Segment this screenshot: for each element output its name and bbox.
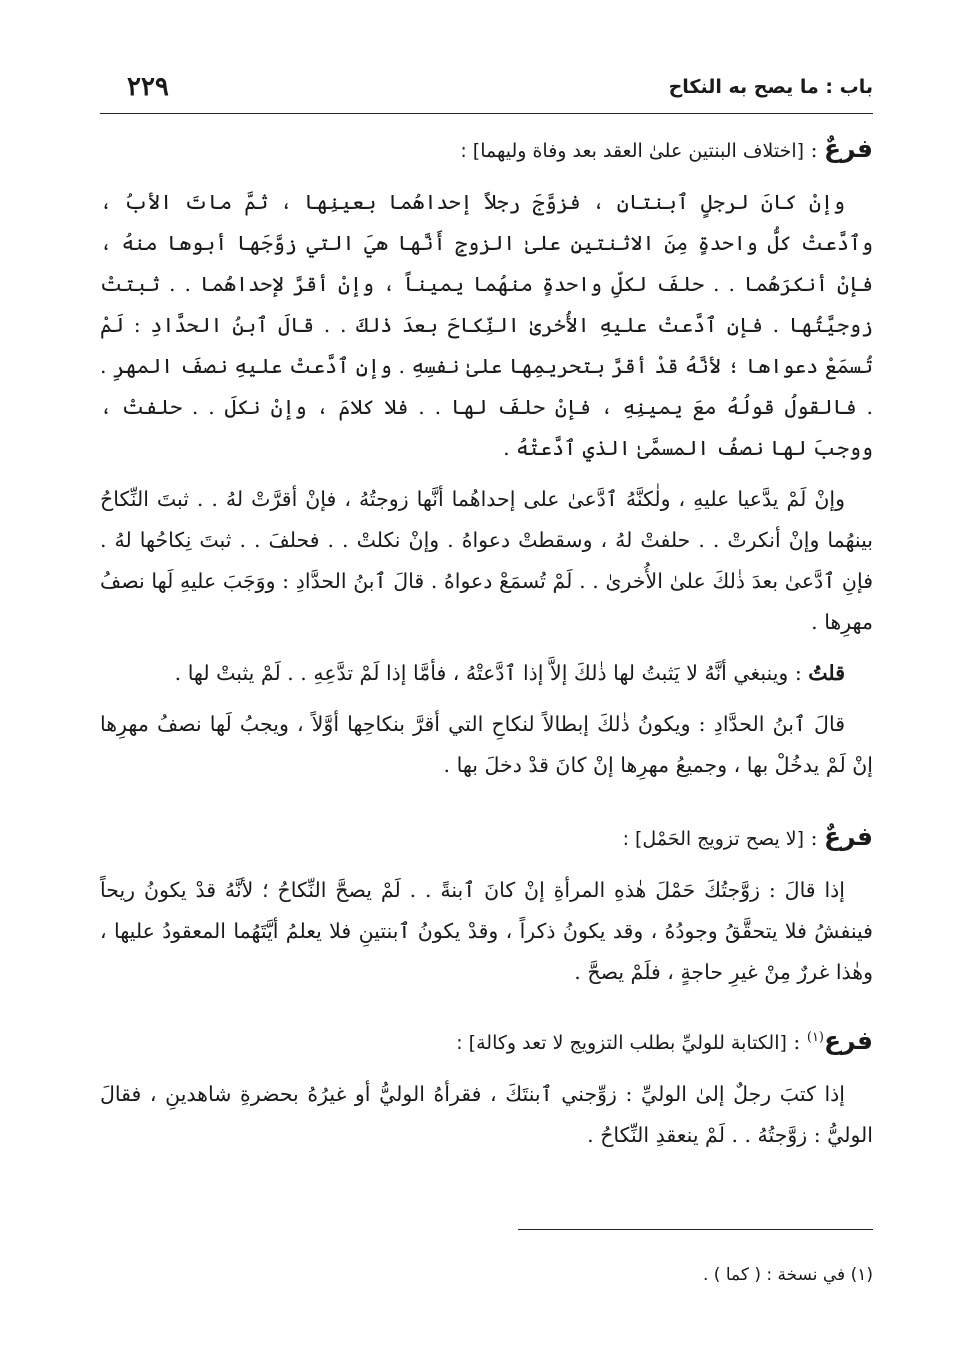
paragraph: قالَ ٱبنُ الحدَّادِ : ويكونُ ذٰلكَ إبطالاً لنكاحِ التي أقرَّ بنكاحِها أوَّلاً ، ويجبُ لَها نصفُ مهرِها إنْ لَمْ يدخُلْ بها ، وجميعُ مهرِها إنْ كانَ قدْ دخلَ بها . — [100, 712, 873, 777]
main-text — [100, 128, 873, 1166]
paragraph: إذا كتبَ رجلٌ إلىٰ الوليِّ : زوِّجني ٱبنتَكَ ، فقرأهُ الوليُّ أو غيرُهُ بحضرةِ شاهدينِ ، فقالَ الوليُّ : زوَّجتُهُ . . لَمْ ينعقدِ النِّكاحُ . — [100, 1081, 873, 1147]
heading-colon: : — [804, 138, 824, 162]
far-label: فرعٌ — [824, 822, 873, 851]
paragraph-text: : وينبغي أنَّهُ لا يَثبتُ لها ذٰلكَ إلاَّ إذا ٱدَّعتْهُ ، فأمَّا إذا لَمْ تدَّعِهِ . . لَمْ يثبتْ لها . — [174, 661, 809, 685]
qult-label: قلتُ — [808, 661, 845, 685]
footnote-text: في نسخة : ( كما ) . — [702, 1265, 846, 1285]
heading-text: [اختلاف البنتين علىٰ العقد بعد وفاة وليهما] : — [460, 140, 805, 162]
chapter-title: باب : ما يصح به النكاح — [668, 76, 873, 98]
paragraph: وإنْ لَمْ يدَّعيا عليهِ ، ولٰكنَّهُ ٱدَّعىٰ على إحداهُما أنَّها زوجتُهُ ، فإنْ أقرَّتْ لهُ . . ثبتَ النِّكاحُ بينهُما وإنْ أنكرتْ . . حلفتْ لهُ ، وسقطتْ دعواهُ . وإنْ نكلتْ . . فحلفَ . . ثبتَ نِكاحُها لهُ . فإنِ ٱدَّعىٰ بعدَ ذٰلكَ علىٰ الأُخرىٰ . . لَمْ تُسمَعْ دعواهُ . قالَ ٱبنُ الحدَّادِ : ووَجَبَ عليهِ لَها نصفُ مهرِها . — [100, 487, 873, 634]
footnote-marker: (١) — [850, 1265, 873, 1285]
section-heading-2 — [100, 816, 873, 860]
heading-colon: : — [786, 1029, 807, 1054]
paragraph: إذا قالَ : زوَّجتُكَ حَمْلَ هٰذهِ المرأةِ إنْ كانَ ٱبنةً . . لَمْ يصحَّ النِّكاحُ ؛ لأنَّهُ قدْ يكونُ ريحاً فينفشُ فلا يتحقَّقُ وجودُهُ ، وقد يكونُ ذكراً ، وقدْ يكونُ ٱبنتينِ فلا يعلمُ أيَّتَهُما المعقودُ عليها ، وهٰذا غررٌ مِنْ غيرِ حاجةٍ ، فلَمْ يصحَّ . — [100, 878, 873, 984]
heading-colon: : — [804, 826, 824, 850]
far-label: فرعٌ — [824, 134, 873, 163]
far-label: فرع — [824, 1025, 873, 1055]
paragraph: وإنْ كانَ لرجلٍ ٱبنتانِ ، فزوَّجَ رجلاً إحداهُما بعينِها ، ثمَّ ماتَ الأبُ ، وٱدَّعتْ كلُّ واحدةٍ مِنَ الاثنتينِ علىٰ الزوجِ أَنَّها هيَ التي زوَّجَها أبوها منهُ ، فإنْ أنكرَهُما . . حلفَ لكلِّ واحدةٍ منهُما يميناً ، وإنْ أقرَّ لإحداهُما . . ثبتتْ زوجيَّتُها . فإنِ ٱدَّعتْ عليهِ الأُخرىٰ النِّكاحَ بعدَ ذٰلكَ . . قالَ ٱبنُ الحدَّادِ : لَمْ تُسمَعْ دعواها ؛ لأنَّهُ قدْ أقرَّ بتحريمِها علىٰ نفسِهِ . وإنِ ٱدَّعتْ عليهِ نصفَ المهرِ . . فالقولُ قولُهُ معَ يمينِهِ ، فإنْ حلفَ لها . . فلا كلامَ ، وإنْ نكلَ . . حلفتْ ، ووجبَ لها نصفُ المسمَّىٰ الذي ٱدَّعتْهُ . — [100, 190, 873, 460]
heading-text: [الكتابة للوليِّ بطلب التزويج لا تعد وكالة] : — [456, 1031, 787, 1054]
section-heading-3 — [100, 1017, 873, 1064]
page-number: ٢٢٩ — [127, 72, 169, 102]
footnote — [703, 1265, 873, 1285]
footnote-divider — [518, 1229, 873, 1230]
footnote-reference: (١) — [806, 1030, 824, 1045]
paragraph — [100, 653, 873, 694]
heading-text: [لا يصح تزويج الحَمْل] : — [622, 828, 805, 850]
section-heading-1 — [100, 128, 873, 172]
header-divider — [100, 113, 873, 114]
page-header — [100, 70, 873, 110]
